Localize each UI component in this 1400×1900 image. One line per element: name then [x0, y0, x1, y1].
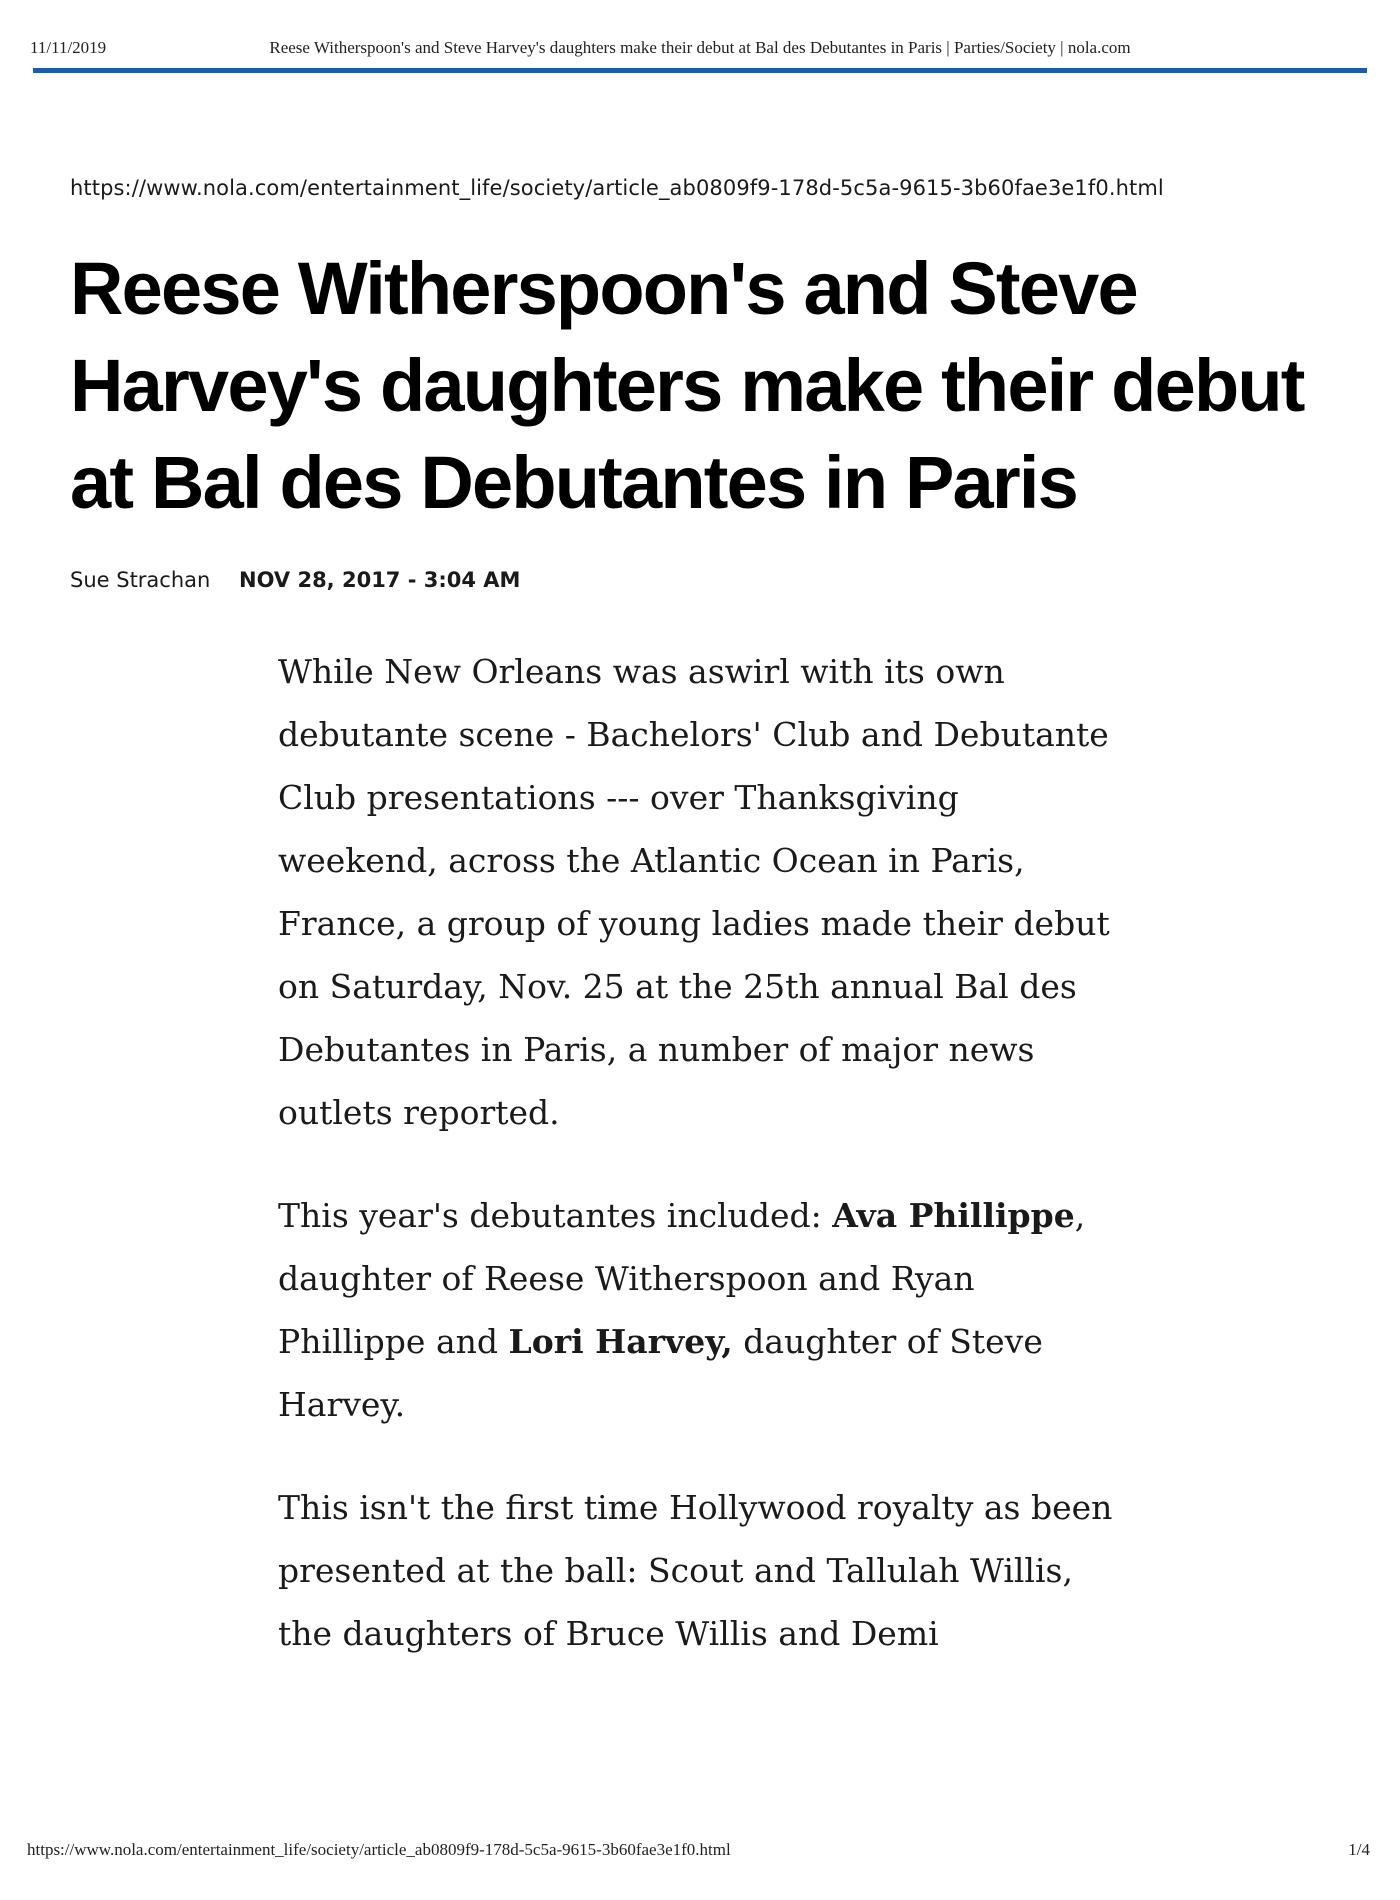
- author-name: Sue Strachan: [70, 568, 211, 592]
- byline: [70, 568, 520, 592]
- print-header: [0, 0, 1400, 72]
- paragraph: [278, 1184, 1118, 1436]
- paragraph: This isn't the first time Hollywood royalty as been presented at the ball: Scout and Tallulah Willis, the daughters of Bruce Willis and Demi: [278, 1488, 1113, 1653]
- publish-date: NOV 28, 2017 - 3:04 AM: [239, 568, 521, 592]
- footer-url: https://www.nola.com/entertainment_life/society/article_ab0809f9-178d-5c5a-9615-3b60fae3e1f0.html: [27, 1840, 731, 1859]
- print-page-title: Reese Witherspoon's and Steve Harvey's daughters make their debut at Bal des Debutantes in Paris | Parties/Society | nola.com: [269, 38, 1131, 57]
- debutante-name: Ava Phillippe: [832, 1196, 1075, 1235]
- paragraph: While New Orleans was aswirl with its own debutante scene - Bachelors' Club and Debutante Club presentations --- over Thanksgiving weekend, across the Atlantic Ocean in Paris, France, a group of young ladies made their debut on Saturday, Nov. 25 at the 25th annual Bal des Debutantes in Paris, a number of major news outlets reported.: [278, 652, 1110, 1132]
- page-number: 1/4: [1348, 1840, 1370, 1859]
- header-divider: [33, 68, 1367, 73]
- article-body: [278, 640, 1118, 1705]
- paragraph-text: , daughter of Reese Witherspoon and Ryan Phillippe and: [278, 1196, 1086, 1361]
- paragraph-text: daughter of Steve Harvey.: [278, 1322, 1043, 1424]
- paragraph-text: This year's debutantes included:: [278, 1196, 833, 1235]
- debutante-name: Lori Harvey,: [508, 1322, 733, 1361]
- print-footer: [0, 1840, 1400, 1880]
- article-url: https://www.nola.com/entertainment_life/society/article_ab0809f9-178d-5c5a-9615-3b60fae3e1f0.html: [70, 176, 1164, 200]
- print-date: 11/11/2019: [30, 38, 107, 57]
- article-headline: Reese Witherspoon's and Steve Harvey's daughters make their debut at Bal des Debutantes in Paris: [70, 247, 1304, 524]
